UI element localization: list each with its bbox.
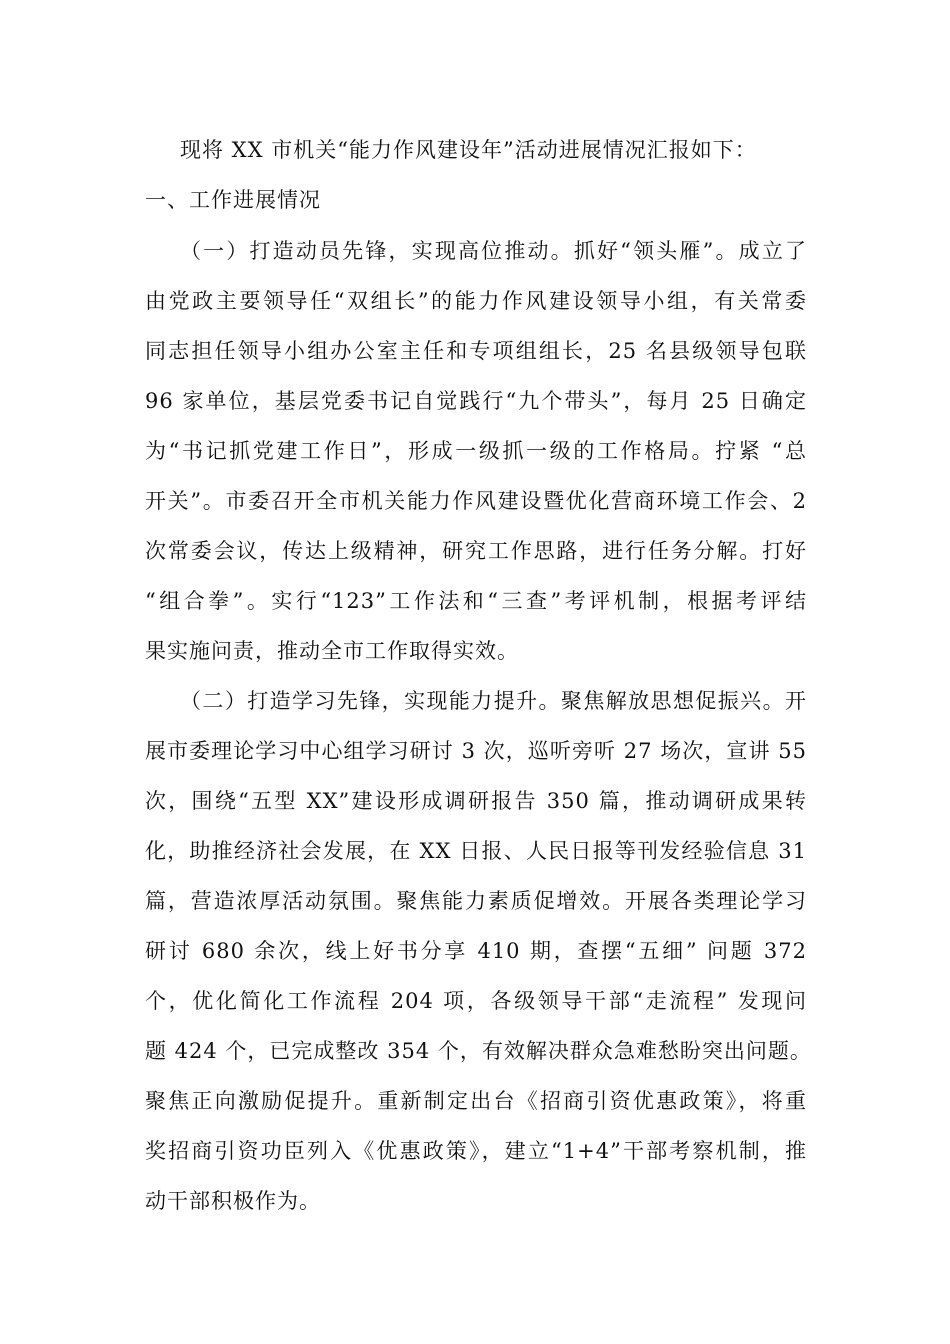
paragraph-line: 聚焦正向激励促提升。重新制定出台《招商引资优惠政策》，将重: [145, 1089, 807, 1113]
paragraph-line: 果实施问责，推动全市工作取得实效。: [145, 639, 519, 663]
paragraph-line: 96 家单位，基层党委书记自觉践行“九个带头”，每月 25 日确定: [145, 389, 807, 413]
paragraph-line: 个，优化简化工作流程 204 项，各级领导干部“走流程” 发现问: [145, 989, 807, 1013]
paragraph-line: 动干部积极作为。: [145, 1189, 321, 1213]
paragraph-line: 研讨 680 余次，线上好书分享 410 期，查摆“五细” 问题 372: [145, 939, 807, 963]
paragraph-line: “组合拳”。实行“123”工作法和“三查”考评机制，根据考评结: [145, 589, 807, 613]
paragraph-line: 开关”。市委召开全市机关能力作风建设暨优化营商环境工作会、2: [145, 489, 807, 513]
paragraph-line: （二）打造学习先锋，实现能力提升。聚焦解放思想促振兴。开: [180, 689, 807, 713]
paragraph-line: 次，围绕“五型 XX”建设形成调研报告 350 篇，推动调研成果转: [145, 789, 807, 813]
intro-line: 现将 XX 市机关“能力作风建设年”活动进展情况汇报如下：: [180, 138, 757, 162]
paragraph-line: 同志担任领导小组办公室主任和专项组组长，25 名县级领导包联: [145, 339, 807, 363]
section-heading: 一、工作进展情况: [145, 188, 321, 212]
paragraph-line: 化，助推经济社会发展，在 XX 日报、人民日报等刊发经验信息 31: [145, 839, 807, 863]
paragraph-line: 由党政主要领导任“双组长”的能力作风建设领导小组，有关常委: [145, 289, 807, 313]
paragraph-line: 篇，营造浓厚活动氛围。聚焦能力素质促增效。开展各类理论学习: [145, 889, 807, 913]
paragraph-line: 为“书记抓党建工作日”，形成一级抓一级的工作格局。拧紧 “总: [145, 439, 807, 463]
paragraph-line: 题 424 个，已完成整改 354 个，有效解决群众急难愁盼突出问题。: [145, 1039, 812, 1063]
paragraph-line: 奖招商引资功臣列入《优惠政策》，建立“1+4”干部考察机制，推: [145, 1139, 807, 1163]
paragraph-line: （一）打造动员先锋，实现高位推动。抓好“领头雁”。成立了: [180, 239, 807, 263]
paragraph-line: 展市委理论学习中心组学习研讨 3 次，巡听旁听 27 场次，宣讲 55: [145, 739, 807, 763]
paragraph-line: 次常委会议，传达上级精神，研究工作思路，进行任务分解。打好: [145, 539, 807, 563]
